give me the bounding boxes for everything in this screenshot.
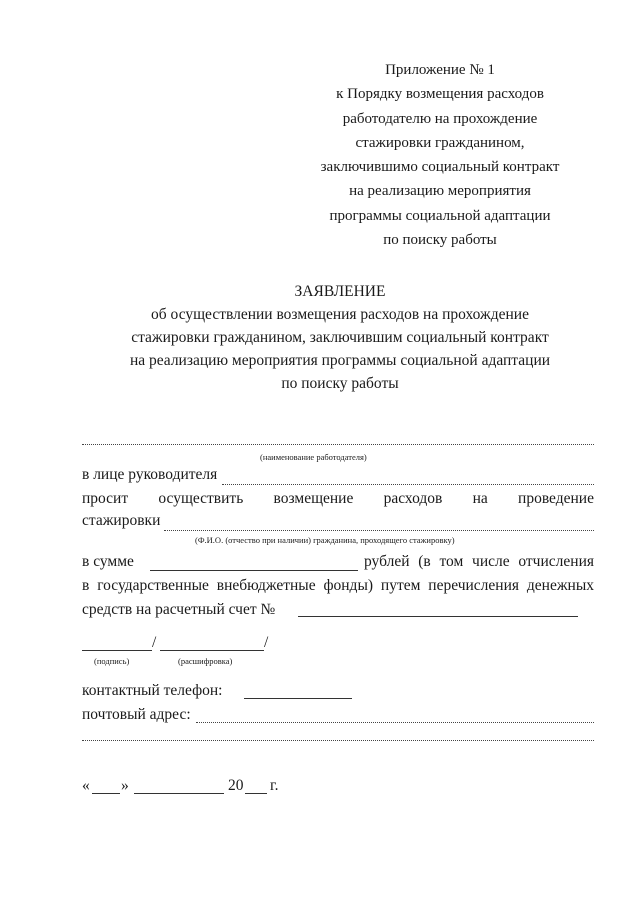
request-word: просит bbox=[82, 490, 129, 507]
year-suffix: г. bbox=[270, 777, 279, 794]
address-label: почтовый адрес: bbox=[82, 706, 191, 723]
phone-line[interactable] bbox=[244, 698, 352, 699]
signature-line[interactable] bbox=[82, 650, 152, 651]
appendix-line: на реализацию мероприятия bbox=[349, 183, 531, 200]
account-label: средств на расчетный счет № bbox=[82, 601, 276, 618]
representative-line[interactable] bbox=[222, 484, 594, 485]
phone-label: контактный телефон: bbox=[82, 682, 223, 699]
appendix-line: заключившимо социальный контракт bbox=[320, 159, 560, 176]
employer-caption: (наименование работодателя) bbox=[260, 452, 367, 462]
request-word: проведение bbox=[518, 490, 594, 507]
account-line[interactable] bbox=[298, 616, 578, 617]
heading-line: стажировки гражданином, заключившим социальный контракт bbox=[131, 329, 549, 346]
sum-tail: рублей (в том числе отчисления bbox=[364, 553, 594, 570]
representative-label: в лице руководителя bbox=[82, 466, 218, 483]
appendix-line: к Порядку возмещения расходов bbox=[336, 86, 544, 103]
document-title: ЗАЯВЛЕНИЕ bbox=[294, 283, 386, 300]
date-open-quote: « bbox=[82, 777, 90, 794]
decoding-line[interactable] bbox=[160, 650, 264, 651]
request-word: осуществить bbox=[158, 490, 244, 507]
fio-caption: (Ф.И.О. (отчество при наличии) гражданина, проходящего стажировку) bbox=[195, 535, 455, 545]
heading-line: по поиску работы bbox=[281, 375, 399, 392]
year-prefix: 20 bbox=[228, 777, 244, 794]
funds-line: в государственные внебюджетные фонды) путем перечисления денежных bbox=[82, 577, 594, 594]
request-word: на bbox=[472, 490, 488, 507]
request-word: возмещение bbox=[273, 490, 354, 507]
sum-line[interactable] bbox=[150, 570, 358, 571]
address-line[interactable] bbox=[196, 722, 594, 723]
appendix-line: работодателю на прохождение bbox=[342, 110, 538, 127]
signature-caption: (подпись) bbox=[94, 656, 130, 666]
decoding-caption: (расшифровка) bbox=[178, 656, 233, 666]
address-line-2[interactable] bbox=[82, 740, 594, 741]
day-line[interactable] bbox=[92, 793, 120, 794]
appendix-line: по поиску работы bbox=[383, 232, 497, 249]
year-line[interactable] bbox=[245, 793, 267, 794]
decoding-slash: / bbox=[264, 634, 269, 651]
date-close-quote: » bbox=[121, 777, 129, 794]
appendix-line: Приложение № 1 bbox=[385, 62, 495, 78]
sum-label: в сумме bbox=[82, 553, 134, 570]
heading-line: на реализацию мероприятия программы социальной адаптации bbox=[129, 352, 551, 369]
internship-fio-line[interactable] bbox=[164, 530, 594, 531]
request-word: расходов bbox=[383, 490, 443, 507]
employer-name-line[interactable] bbox=[82, 444, 594, 445]
heading-line: об осуществлении возмещения расходов на прохождение bbox=[151, 306, 529, 323]
signature-slash: / bbox=[152, 634, 157, 651]
document-heading bbox=[70, 280, 610, 395]
appendix-line: стажировки гражданином, bbox=[355, 134, 525, 151]
appendix-block bbox=[300, 58, 580, 252]
internship-label: стажировки bbox=[82, 512, 161, 529]
appendix-line: программы социальной адаптации bbox=[329, 207, 551, 224]
month-line[interactable] bbox=[134, 793, 224, 794]
request-line bbox=[82, 490, 594, 508]
